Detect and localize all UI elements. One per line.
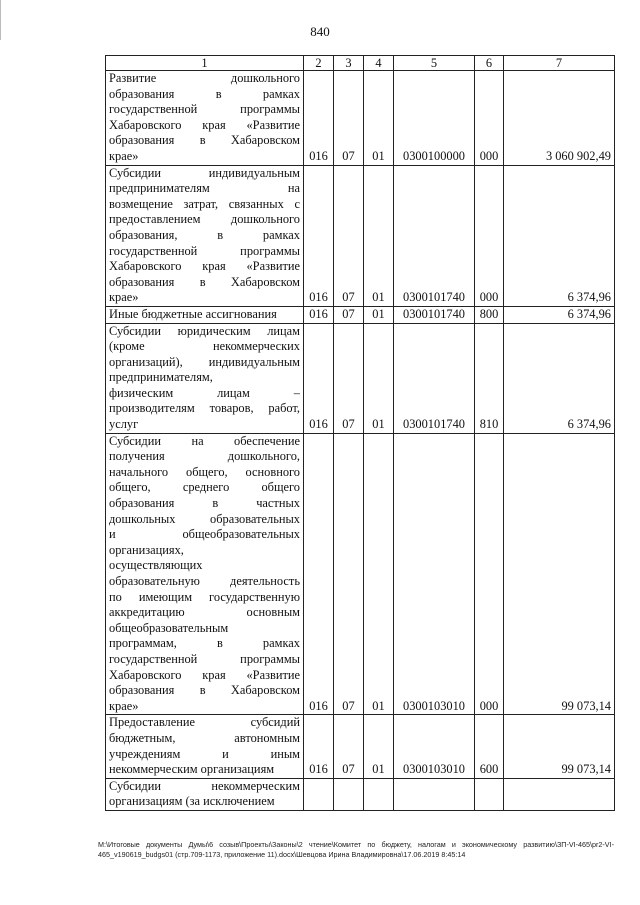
description-line: общеобразовательным: [109, 620, 229, 635]
row-description: [106, 715, 304, 778]
description-line: предоставлением дошкольного: [109, 212, 300, 227]
subsection2-code: 01: [364, 715, 394, 778]
description-line: (кроме некоммерческих: [109, 339, 300, 354]
col-header-4: 4: [364, 56, 394, 71]
section-code: 016: [304, 306, 334, 323]
description-line: организациях,: [109, 542, 184, 557]
description-line: физическим лицам –: [109, 385, 300, 400]
description-line: программам, в рамках: [109, 636, 300, 651]
description-line: учреждениям и иным: [109, 746, 300, 761]
section-code: 016: [304, 323, 334, 433]
section-code: 016: [304, 715, 334, 778]
amount: [504, 778, 615, 810]
amount: 99 073,14: [504, 433, 615, 715]
description-line: образования в Хабаровском: [109, 683, 300, 698]
subsection-code: 07: [334, 306, 364, 323]
target-article-code: 0300101740: [394, 323, 475, 433]
col-header-3: 3: [334, 56, 364, 71]
description-line: Хабаровского края «Развитие: [109, 259, 300, 274]
budget-table: [105, 55, 615, 811]
table-row: [106, 715, 615, 778]
description-line: Субсидии индивидуальным: [109, 165, 300, 180]
description-line: и общеобразовательных: [109, 527, 300, 542]
description-line: Субсидии юридическим лицам: [109, 323, 300, 338]
amount: 6 374,96: [504, 306, 615, 323]
amount: 6 374,96: [504, 165, 615, 306]
description-line: предпринимателям на: [109, 181, 300, 196]
description-line: общего, среднего общего: [109, 480, 300, 495]
description-line: начального общего, основного: [109, 464, 300, 479]
row-description: [106, 71, 304, 166]
description-line: крае»: [109, 148, 139, 163]
description-line: организациям (за исключением: [109, 794, 275, 809]
col-header-2: 2: [304, 56, 334, 71]
section-code: [304, 778, 334, 810]
subsection-code: 07: [334, 323, 364, 433]
col-header-5: 5: [394, 56, 475, 71]
subsection2-code: [364, 778, 394, 810]
description-line: образования в Хабаровском: [109, 133, 300, 148]
target-article-code: 0300103010: [394, 715, 475, 778]
subsection2-code: 01: [364, 165, 394, 306]
footer-file-path: М:\Итоговые документы Думы\6 созыв\Проекты\Законы\2 чтение\Комитет по бюджету, налогам и экономическому развитию\ЗП-VI-465\pr2-VI-465_v190619_budgs01 (стр.709-1173, приложение 11).docx\Шевцова Ирина Владимировна\17.06.2019 8:45:14: [98, 840, 614, 859]
description-line: крае»: [109, 698, 139, 713]
subsection2-code: 01: [364, 71, 394, 166]
description-line: организаций), индивидуальным: [109, 354, 300, 369]
description-line: государственной программы: [109, 651, 300, 666]
description-line: крае»: [109, 290, 139, 305]
description-line: некоммерческим организациям: [109, 762, 275, 777]
subsection2-code: 01: [364, 306, 394, 323]
description-line: бюджетным, автономным: [109, 730, 300, 745]
description-line: образования в Хабаровском: [109, 274, 300, 289]
description-line: предпринимателям,: [109, 370, 213, 385]
description-line: получения дошкольного,: [109, 449, 300, 464]
description-line: Хабаровского края «Развитие: [109, 117, 300, 132]
amount: 6 374,96: [504, 323, 615, 433]
target-article-code: 0300101740: [394, 165, 475, 306]
description-line: возмещение затрат, связанных с: [109, 196, 300, 211]
expense-type-code: 810: [475, 323, 504, 433]
page-number: 840: [310, 24, 330, 39]
description-line: образования в частных: [109, 496, 300, 511]
subsection2-code: 01: [364, 433, 394, 715]
description-line: услуг: [109, 417, 139, 432]
subsection2-code: 01: [364, 323, 394, 433]
row-description: [106, 323, 304, 433]
description-line: образовательную деятельность: [109, 574, 300, 588]
subsection-code: 07: [334, 433, 364, 715]
col-header-7: 7: [504, 56, 615, 71]
expense-type-code: 800: [475, 306, 504, 323]
description-line: государственной программы: [109, 243, 300, 258]
description-line: Субсидии на обеспечение: [109, 433, 300, 448]
expense-type-code: [475, 778, 504, 810]
expense-type-code: 000: [475, 71, 504, 166]
expense-type-code: 600: [475, 715, 504, 778]
description-line: Предоставление субсидий: [109, 715, 300, 730]
target-article-code: [394, 778, 475, 810]
description-line: Иные бюджетные ассигнования: [109, 306, 277, 321]
expense-type-code: 000: [475, 433, 504, 715]
subsection-code: 07: [334, 71, 364, 166]
table-row: [106, 306, 615, 323]
description-line: Развитие дошкольного: [109, 71, 300, 85]
description-line: образования, в рамках: [109, 227, 300, 242]
description-line: производителям товаров, работ,: [109, 401, 300, 416]
amount: 3 060 902,49: [504, 71, 615, 166]
target-article-code: 0300100000: [394, 71, 475, 166]
description-line: аккредитацию основным: [109, 605, 300, 620]
amount: 99 073,14: [504, 715, 615, 778]
section-code: 016: [304, 71, 334, 166]
description-line: по имеющим государственную: [109, 589, 300, 604]
description-line: дошкольных образовательных: [109, 511, 300, 526]
table-row: [106, 778, 615, 810]
expense-type-code: 000: [475, 165, 504, 306]
table-row: [106, 323, 615, 433]
row-description: [106, 433, 304, 715]
description-line: образования в рамках: [109, 86, 300, 101]
section-code: 016: [304, 165, 334, 306]
section-code: 016: [304, 433, 334, 715]
description-line: Хабаровского края «Развитие: [109, 667, 300, 682]
table-row: [106, 165, 615, 306]
description-line: Субсидии некоммерческим: [109, 778, 300, 793]
description-line: государственной программы: [109, 102, 300, 117]
col-header-6: 6: [475, 56, 504, 71]
subsection-code: [334, 778, 364, 810]
description-line: осуществляющих: [109, 558, 203, 573]
col-header-1: 1: [106, 56, 304, 71]
row-description: [106, 778, 304, 810]
row-description: [106, 165, 304, 306]
header-row: [106, 56, 615, 71]
target-article-code: 0300101740: [394, 306, 475, 323]
subsection-code: 07: [334, 715, 364, 778]
table-row: [106, 433, 615, 715]
table-row: [106, 71, 615, 166]
subsection-code: 07: [334, 165, 364, 306]
row-description: [106, 306, 304, 323]
target-article-code: 0300103010: [394, 433, 475, 715]
